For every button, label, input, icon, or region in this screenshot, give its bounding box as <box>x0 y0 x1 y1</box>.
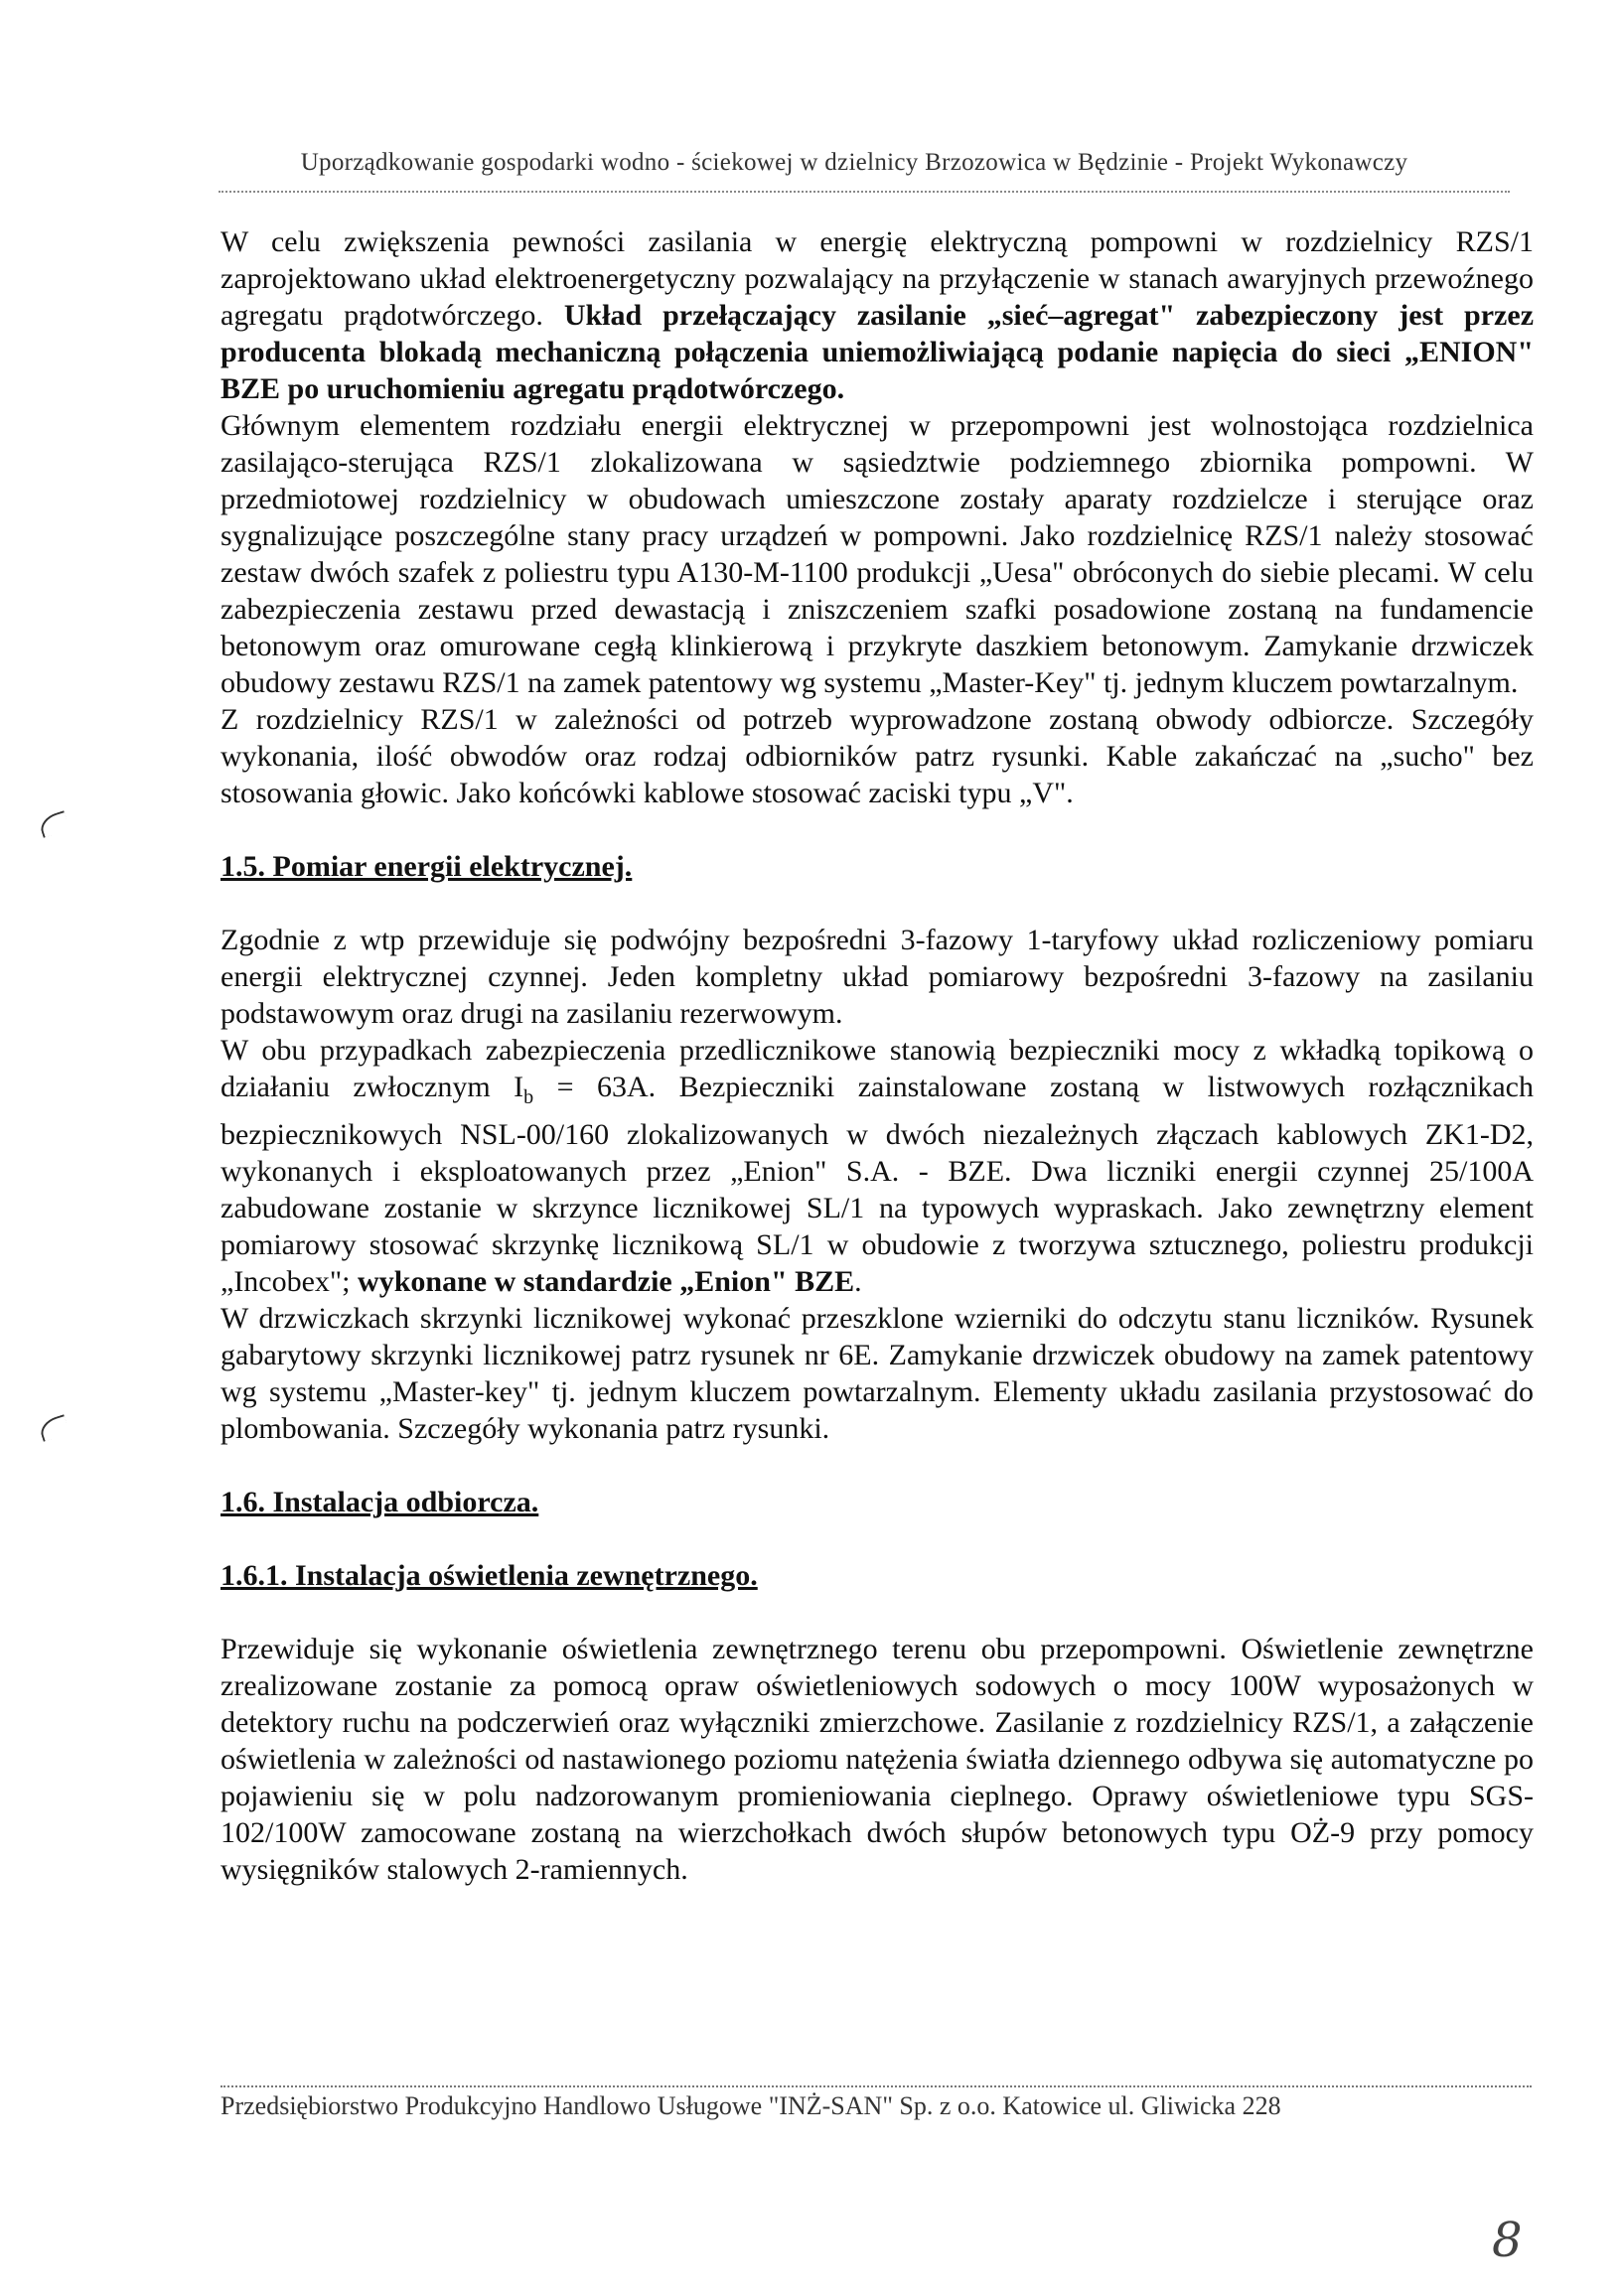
section-heading-1-6-1: 1.6.1. Instalacja oświetlenia zewnętrznego. <box>221 1559 758 1592</box>
paragraph-text: W obu przypadkach zabezpieczenia przedlicznikowe stanowią bezpieczniki mocy z wkładką topikową o działaniu zwłocznym I <box>221 1034 1534 1103</box>
section-heading-1-6: 1.6. Instalacja odbiorcza. <box>221 1486 539 1518</box>
paragraph-circuits: Z rozdzielnicy RZS/1 w zależności od potrzeb wyprowadzone zostaną obwody odbiorcze. Szczegóły wykonania, ilość obwodów oraz rodzaj odbiorników patrz rysunki. Kable zakańczać na „sucho" bez stosowania głowic. Jako końcówki kablowe stosować zaciski typu „V". <box>221 703 1534 809</box>
paragraph-switchgear: Głównym elementem rozdziału energii elektrycznej w przepompowni jest wolnostojąca rozdzielnica zasilająco-sterująca RZS/1 zlokalizowana w sąsiedztwie podziemnego zbiornika pompowni. W przedmiotowej rozdzielnicy w obudowach umieszczone zostały aparaty rozdzielcze i sterujące oraz sygnalizujące poszczególne stany pracy urządzeń w pompowni. Jako rozdzielnicę RZS/1 należy stosować zestaw dwóch szafek z poliestru typu A130-M-1100 produkcji „Uesa" obróconych do siebie plecami. W celu zabezpieczenia zestawu przed dewastacją i zniszczeniem szafki posadowione zostaną na fundamencie betonowym oraz omurowane cegłą klinkierową i przykryte daszkiem betonowym. Zamykanie drzwiczek obudowy zestawu RZS/1 na zamek patentowy wg systemu „Master-Key" tj. jednym kluczem powtarzalnym. <box>221 409 1534 699</box>
margin-mark <box>38 810 71 838</box>
paragraph-text: = 63A. Bezpieczniki zainstalowane zostaną w listwowych rozłącznikach bezpiecznikowych NSL-00/160 zlokalizowanych w dwóch niezależnych złączach kablowych ZK1-D2, wykonanych i eksploatowanych przez „Enion" S.A. - BZE. Dwa liczniki energii czynnej 25/100A zabudowane zostanie w skrzynce licznikowej SL/1 na typowych wypraskach. Jako zewnętrzny element pomiarowy stosować skrzynkę licznikową SL/1 w obudowie z tworzywa sztucznego, poliestru produkcji „Incobex"; <box>221 1071 1534 1298</box>
paragraph-fuses <box>221 1032 1534 1300</box>
paragraph-text: W celu zwiększenia pewności zasilania w energię elektryczną pompowni w rozdzielnicy RZS/1 zaprojektowano układ elektroenergetyczny pozwalający na przyłączenie w stanach awaryjnych przewoźnego agregatu prądotwórczego. <box>221 225 1534 332</box>
paragraph-bold-text: Układ przełączający zasilanie „sieć–agregat" zabezpieczony jest przez producenta blokadą mechaniczną połączenia uniemożliwiającą podanie napięcia do sieci „ENION" BZE po uruchomieniu agregatu prądotwórczego. <box>221 299 1535 405</box>
paragraph-bold-text: wykonane w standardzie „Enion" BZE <box>358 1265 855 1298</box>
section-heading-1-5: 1.5. Pomiar energii elektrycznej. <box>221 850 633 883</box>
paragraph-outdoor-lighting: Przewiduje się wykonanie oświetlenia zewnętrznego terenu obu przepompowni. Oświetlenie zewnętrzne zrealizowane zostanie za pomocą opraw oświetleniowych sodowych o mocy 100W wyposażonych w detektory ruchu na podczerwień oraz wyłączniki zmierzchowe. Zasilanie z rozdzielnicy RZS/1, a załączenie oświetlenia w zależności od nastawionego poziomu natężenia światła dziennego odbywa się automatyczne po pojawieniu się w polu nadzorowanym promieniowania cieplnego. Oprawy oświetleniowe typu SGS-102/100W zamocowane zostaną na wierzchołkach dwóch słupów betonowych typu OŻ-9 przy pomocy wysięgników stalowych 2-ramiennych. <box>221 1633 1534 1886</box>
document-body <box>221 223 1534 1888</box>
running-footer: Przedsiębiorstwo Produkcyjno Handlowo Usługowe "INŻ-SAN" Sp. z o.o. Katowice ul. Gliwicka 228 <box>221 2091 1281 2120</box>
paragraph-backup-power <box>221 223 1534 407</box>
page-number: 8 <box>1492 2213 1523 2268</box>
subscript: b <box>523 1086 534 1108</box>
running-header: Uporządkowanie gospodarki wodno - ściekowej w dzielnicy Brzozowica w Będzinie - Projekt Wykonawczy <box>300 149 1408 176</box>
paragraph-metering: Zgodnie z wtp przewiduje się podwójny bezpośredni 3-fazowy 1-taryfowy układ rozliczeniowy pomiaru energii elektrycznej czynnej. Jeden kompletny układ pomiarowy bezpośredni 3-fazowy na zasilaniu podstawowym oraz drugi na zasilaniu rezerwowym. <box>221 924 1534 1030</box>
paragraph-text: . <box>854 1265 862 1298</box>
margin-mark <box>38 1414 71 1442</box>
header-rule <box>219 191 1510 193</box>
paragraph-meter-box: W drzwiczkach skrzynki licznikowej wykonać przeszklone wzierniki do odczytu stanu liczników. Rysunek gabarytowy skrzynki licznikowej patrz rysunek nr 6E. Zamykanie drzwiczek obudowy na zamek patentowy wg systemu „Master-key" tj. jednym kluczem powtarzalnym. Elementy układu zasilania przystosować do plombowania. Szczegóły wykonania patrz rysunki. <box>221 1302 1534 1445</box>
footer-rule <box>221 2085 1532 2087</box>
